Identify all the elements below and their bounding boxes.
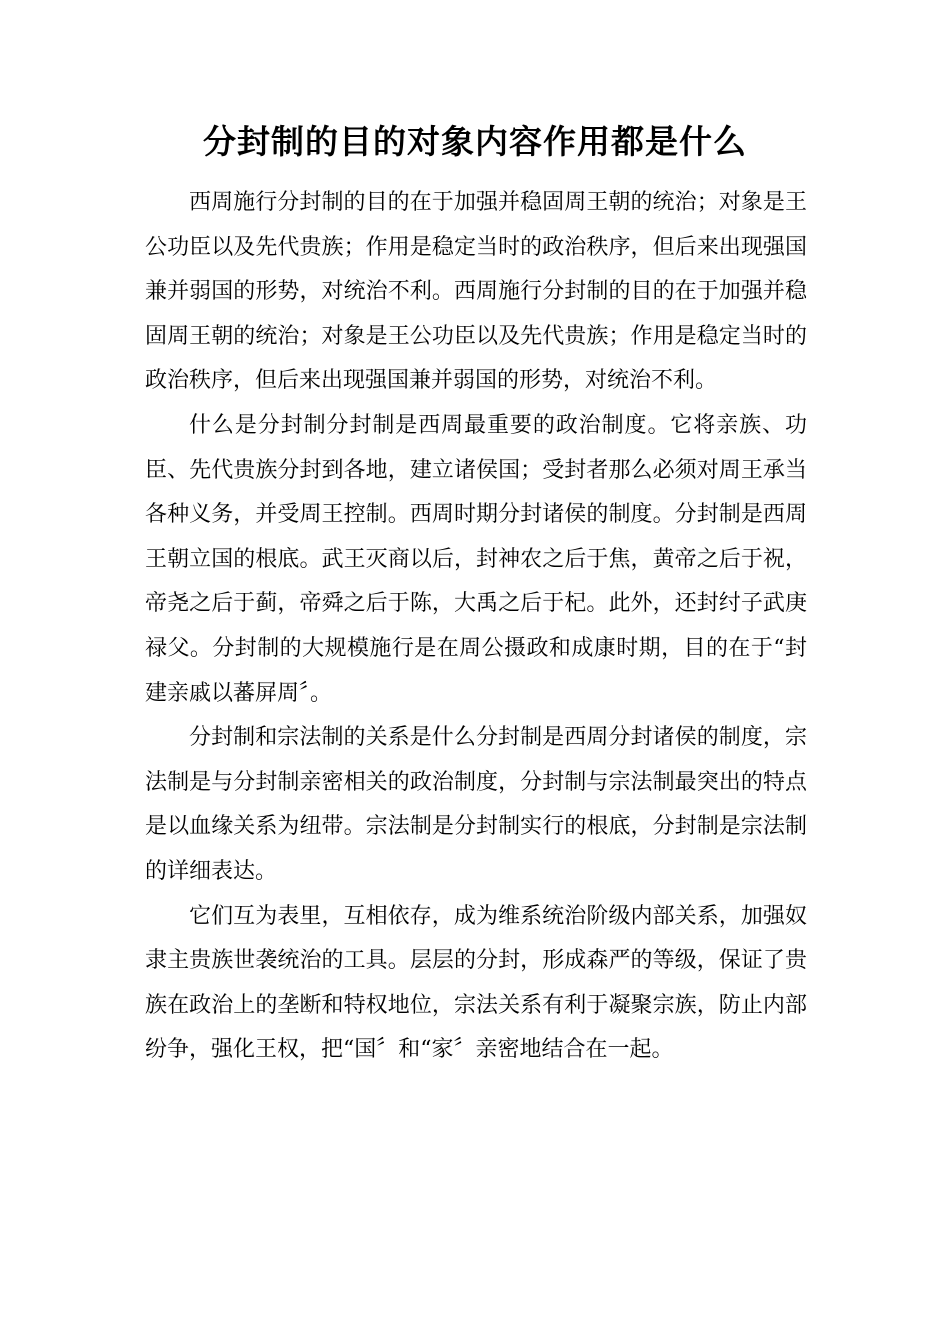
paragraph-purpose: 西周施行分封制的目的在于加强并稳固周王朝的统治；对象是王公功臣以及先代贵族；作用是稳定当时的政治秩序，但后来出现强国兼并弱国的形势，对统治不利。西周施行分封制的目的在于加强并稳固周王朝的统治；对象是王公功臣以及先代贵族；作用是稳定当时的政治秩序，但后来出现强国兼并弱国的形势，对统治不利。 <box>145 190 807 394</box>
document-body <box>145 181 807 1073</box>
paragraph-definition: 什么是分封制分封制是西周最重要的政治制度。它将亲族、功臣、先代贵族分封到各地，建立诸侯国；受封者那么必须对周王承当各种义务，并受周王控制。西周时期分封诸侯的制度。分封制是西周王朝立国的根底。武王灭商以后，封神农之后于焦，黄帝之后于祝，帝尧之后于蓟，帝舜之后于陈，大禹之后于杞。此外，还封纣子武庚禄父。分封制的大规模施行是在周公摄政和成康时期，目的在于“封建亲戚以蕃屏周〞。 <box>145 412 807 706</box>
paragraph-relationship: 分封制和宗法制的关系是什么分封制是西周分封诸侯的制度，宗法制是与分封制亲密相关的政治制度，分封制与宗法制最突出的特点是以血缘关系为纽带。宗法制是分封制实行的根底，分封制是宗法制的详细表达。 <box>145 725 807 884</box>
page-title: 分封制的目的对象内容作用都是什么 <box>203 122 747 161</box>
paragraph-function: 它们互为表里，互相依存，成为维系统治阶级内部关系，加强奴隶主贵族世袭统治的工具。层层的分封，形成森严的等级，保证了贵族在政治上的垄断和特权地位，宗法关系有利于凝聚宗族，防止内部纷争，强化王权，把“国〞和“家〞亲密地结合在一起。 <box>145 903 807 1063</box>
